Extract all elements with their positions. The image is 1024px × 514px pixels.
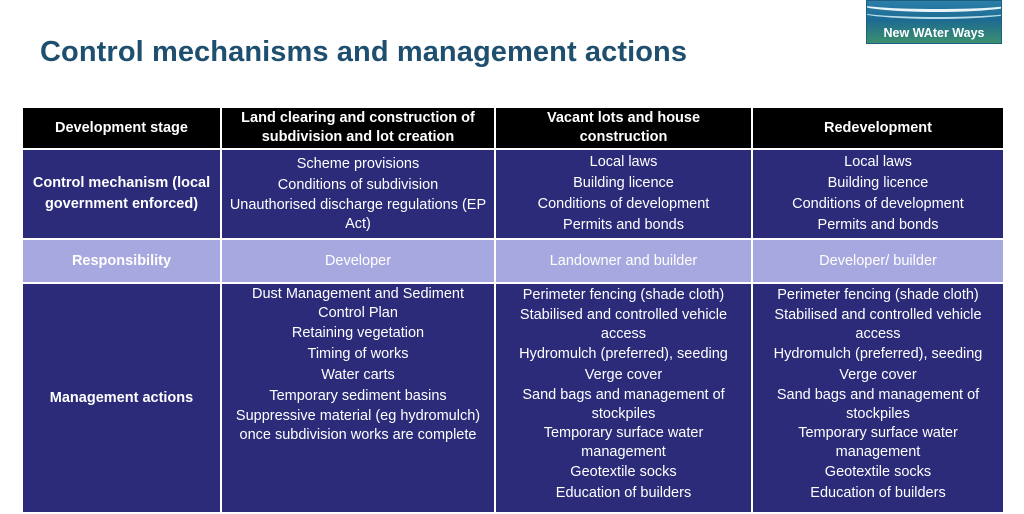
list-item: Perimeter fencing (shade cloth): [777, 287, 979, 303]
header-land-clearing: Land clearing and construction of subdivision and lot creation: [221, 107, 495, 149]
list-item: Permits and bonds: [563, 217, 684, 233]
logo-text: New WAter Ways: [883, 26, 985, 40]
list-item: Local laws: [844, 154, 912, 170]
list-item: Geotextile socks: [570, 464, 677, 480]
list-item: Temporary sediment basins: [269, 388, 447, 404]
list-item: Building licence: [827, 175, 929, 191]
list-item: Geotextile socks: [824, 464, 932, 480]
list-item: Suppressive material (eg hydromulch) once subdivision works are complete: [235, 408, 481, 443]
list-item: Verge cover: [839, 367, 917, 383]
list-item: Hydromulch (preferred), seeding: [773, 346, 983, 362]
list-item: Retaining vegetation: [291, 325, 425, 341]
management-actions-row: [22, 283, 1004, 513]
list-item: Sand bags and management of stockpiles: [522, 387, 725, 422]
list-item: Permits and bonds: [817, 217, 939, 233]
list-item: Sand bags and management of stockpiles: [776, 387, 980, 422]
logo-wave-icon: [866, 3, 1002, 19]
control-cell-vacant-lots: [495, 149, 752, 239]
control-mechanisms-table: [21, 106, 1005, 514]
list-item: Conditions of development: [792, 196, 964, 212]
list-item: Verge cover: [584, 367, 663, 383]
list-item: Conditions of subdivision: [277, 177, 439, 193]
management-cell-vacant-lots: [495, 283, 752, 513]
header-development-stage: Development stage: [22, 107, 221, 149]
list-item: Temporary surface water management: [798, 425, 958, 460]
responsibility-cell-vacant-lots: Landowner and builder: [495, 239, 752, 283]
header-vacant-lots: Vacant lots and house construction: [495, 107, 752, 149]
list-item: Conditions of development: [537, 196, 710, 212]
management-cell-land-clearing: [221, 283, 495, 513]
table-header-row: [22, 107, 1004, 149]
slide-title: Control mechanisms and management actions: [40, 36, 688, 68]
management-cell-redevelopment: [752, 283, 1004, 513]
list-item: Perimeter fencing (shade cloth): [522, 287, 725, 303]
list-item: Hydromulch (preferred), seeding: [519, 346, 728, 362]
list-item: Education of builders: [810, 485, 946, 501]
new-water-ways-logo: [866, 0, 1002, 44]
list-item: Local laws: [589, 154, 658, 170]
control-cell-redevelopment: [752, 149, 1004, 239]
list-item: Education of builders: [555, 485, 692, 501]
control-mechanism-label: Control mechanism (local government enforced): [22, 149, 221, 239]
control-mechanism-row: [22, 149, 1004, 239]
control-cell-land-clearing: [221, 149, 495, 239]
responsibility-cell-land-clearing: Developer: [221, 239, 495, 283]
list-item: Stabilised and controlled vehicle access: [774, 307, 982, 342]
list-item: Stabilised and controlled vehicle access: [519, 307, 728, 342]
list-item: Temporary surface water management: [543, 425, 704, 460]
responsibility-cell-redevelopment: Developer/ builder: [752, 239, 1004, 283]
list-item: Unauthorised discharge regulations (EP Act): [229, 197, 487, 232]
responsibility-label: Responsibility: [22, 239, 221, 283]
header-redevelopment: Redevelopment: [752, 107, 1004, 149]
list-item: Timing of works: [307, 346, 409, 362]
responsibility-row: [22, 239, 1004, 283]
list-item: Water carts: [321, 367, 395, 383]
list-item: Building licence: [573, 175, 674, 191]
list-item: Dust Management and Sediment Control Plan: [252, 286, 464, 321]
management-actions-label: Management actions: [22, 283, 221, 513]
list-item: Scheme provisions: [296, 156, 420, 172]
